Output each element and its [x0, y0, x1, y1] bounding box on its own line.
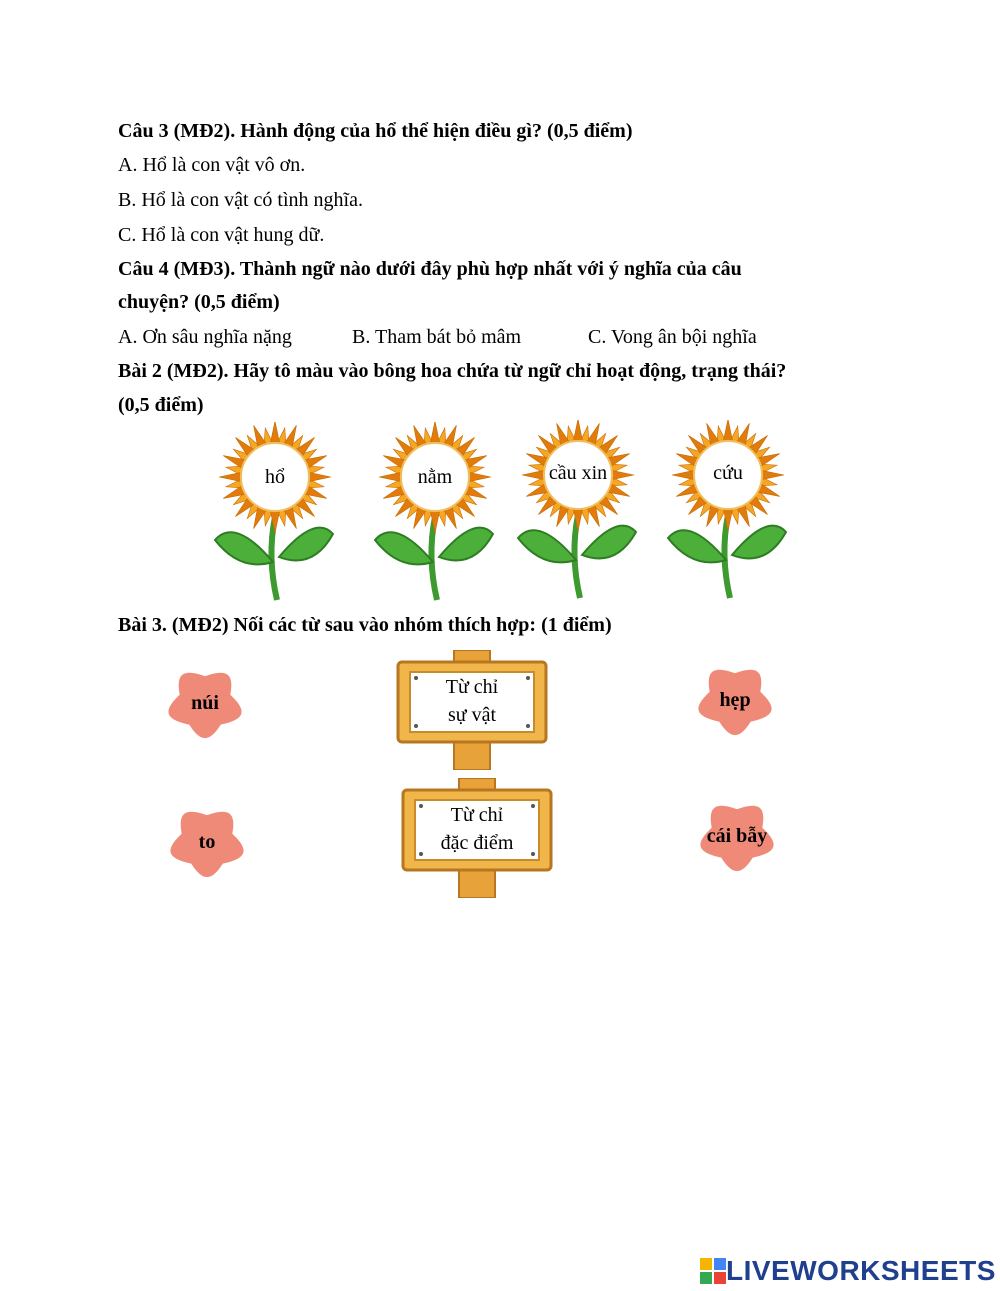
- word-label: cái bẫy: [706, 824, 768, 847]
- q4-title-line1: Câu 4 (MĐ3). Thành ngữ nào dưới đây phù hợp nhất với ý nghĩa của câu: [118, 258, 742, 280]
- sign-label: [417, 796, 537, 862]
- q4-title-line2: chuyện? (0,5 điểm): [118, 291, 280, 313]
- word-cloud-right-1[interactable]: [680, 650, 790, 750]
- q4-option-b: B. Tham bát bỏ mâm: [352, 326, 522, 348]
- category-sign-2[interactable]: [397, 778, 557, 898]
- word-label: núi: [191, 691, 219, 714]
- bai3-title: Bài 3. (MĐ2) Nối các từ sau vào nhóm thích hợp: (1 điểm): [118, 614, 612, 636]
- q3-option-c: C. Hổ là con vật hung dữ.: [118, 224, 325, 246]
- sunflower-3[interactable]: [508, 420, 648, 600]
- sign-line1: Từ chỉ: [445, 676, 499, 698]
- bai2-title-line1: Bài 2 (MĐ2). Hãy tô màu vào bông hoa chứa từ ngữ chỉ hoạt động, trạng thái?: [118, 360, 787, 382]
- bai2-title-line2: (0,5 điểm): [118, 394, 204, 416]
- q3-option-a: A. Hổ là con vật vô ơn.: [118, 154, 306, 176]
- q3-title: Câu 3 (MĐ2). Hành động của hổ thể hiện điều gì? (0,5 điểm): [118, 120, 633, 142]
- sign-line2: đặc điểm: [440, 832, 514, 854]
- sunflower-4[interactable]: [658, 420, 798, 600]
- sunflower-word: cứu: [713, 461, 743, 484]
- sign-line1: Từ chỉ: [450, 804, 504, 826]
- category-sign-1[interactable]: [392, 650, 552, 770]
- sign-label: [412, 668, 532, 734]
- liveworksheets-logo: [700, 1254, 996, 1288]
- sunflower-2[interactable]: [365, 422, 505, 602]
- word-cloud-right-2[interactable]: [682, 786, 792, 886]
- sunflower-word: cầu xin: [548, 461, 608, 484]
- q4-option-a: A. Ơn sâu nghĩa nặng: [118, 326, 292, 348]
- q3-option-b: B. Hổ là con vật có tình nghĩa.: [118, 189, 363, 211]
- sunflower-1[interactable]: [205, 422, 345, 602]
- word-label: to: [198, 830, 216, 853]
- q4-option-c: C. Vong ân bội nghĩa: [588, 326, 757, 348]
- word-label: hẹp: [719, 688, 751, 711]
- sunflower-word: hổ: [265, 465, 285, 488]
- brand-name: LIVEWORKSHEETS: [726, 1255, 996, 1286]
- word-cloud-left-1[interactable]: [150, 653, 260, 753]
- sunflower-word: nằm: [417, 465, 453, 488]
- sign-line2: sự vật: [447, 704, 497, 726]
- word-cloud-left-2[interactable]: [152, 792, 262, 892]
- liveworksheets-logo-icon: [700, 1258, 726, 1284]
